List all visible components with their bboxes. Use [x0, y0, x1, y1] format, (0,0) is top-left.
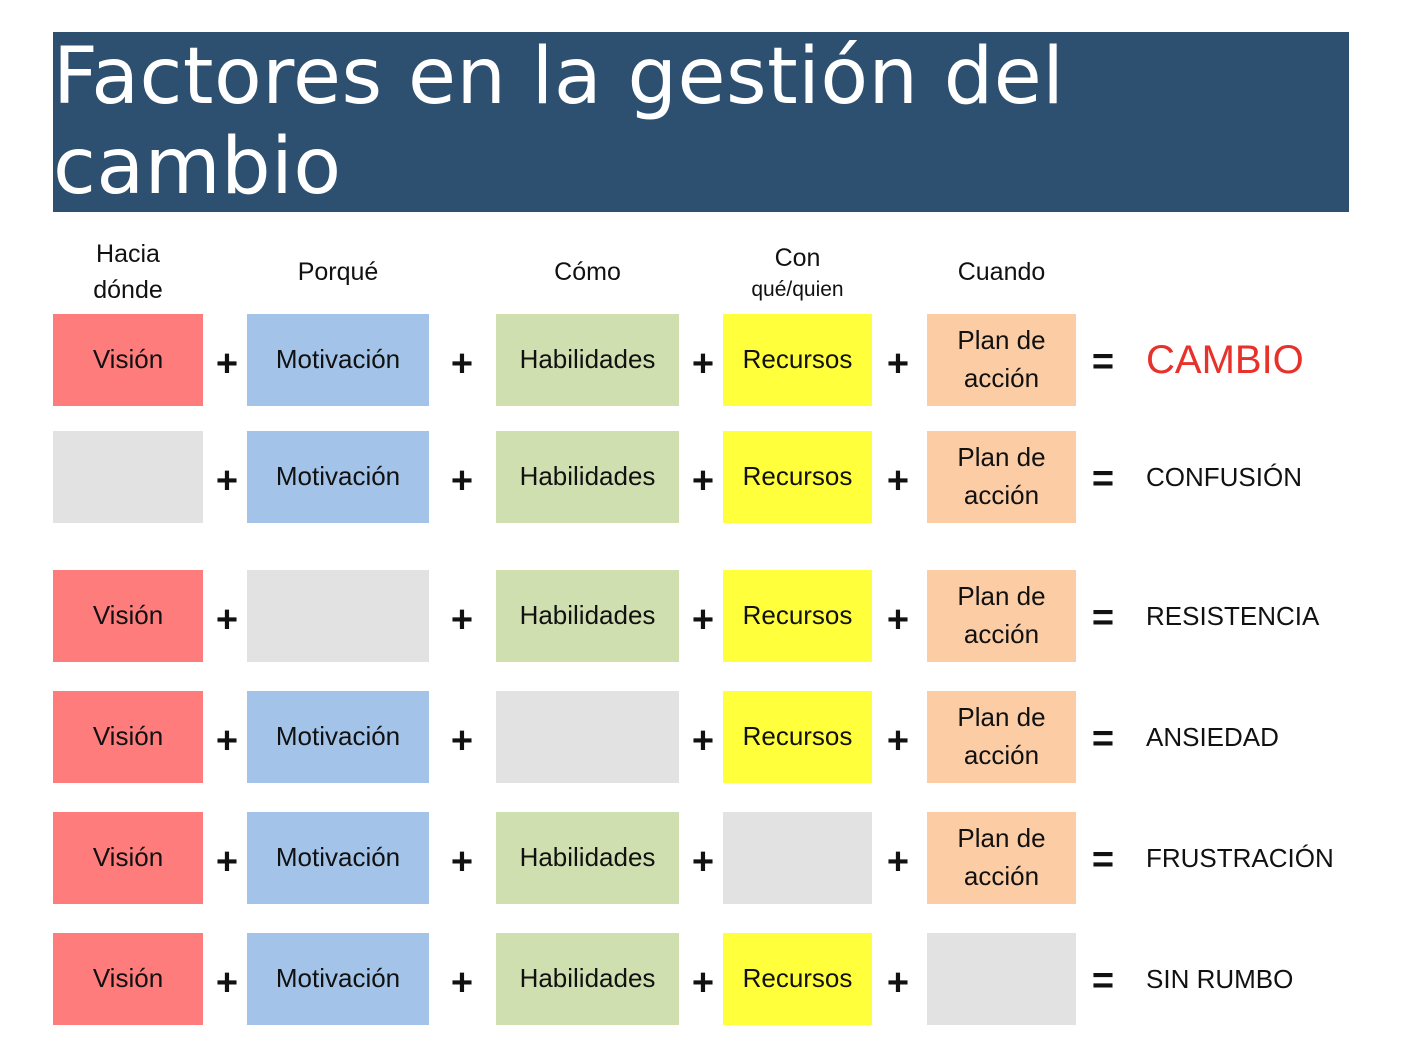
factor-label: Habilidades	[519, 842, 656, 873]
equals-sign: =	[1091, 596, 1115, 639]
factor-label: Plan de acción	[957, 442, 1046, 510]
column-header-line: Cómo	[554, 257, 621, 286]
column-header-4	[723, 236, 872, 308]
factor-box	[247, 431, 429, 523]
plus-sign: +	[691, 840, 715, 883]
plus-sign: +	[215, 459, 239, 502]
factor-box	[723, 691, 872, 783]
factor-box	[53, 691, 203, 783]
factor-label: Motivación	[275, 842, 401, 873]
plus-sign: +	[886, 459, 910, 502]
missing-factor-box	[723, 812, 872, 904]
plus-sign: +	[450, 719, 474, 762]
factor-box	[496, 933, 679, 1025]
plus-sign: +	[886, 598, 910, 641]
plus-sign: +	[450, 961, 474, 1004]
equals-sign: =	[1091, 959, 1115, 1002]
factor-label: Habilidades	[519, 344, 656, 375]
plus-sign: +	[450, 598, 474, 641]
factor-label: Recursos	[742, 600, 853, 631]
missing-factor-box	[53, 431, 203, 523]
column-header-1	[53, 236, 203, 308]
factor-label: Motivación	[275, 344, 401, 375]
equals-sign: =	[1091, 457, 1115, 500]
factor-box	[927, 314, 1076, 406]
result-label: ANSIEDAD	[1146, 721, 1279, 752]
result-label: CAMBIO	[1146, 337, 1304, 382]
result-label: FRUSTRACIÓN	[1146, 842, 1334, 873]
factor-label: Plan de acción	[957, 581, 1046, 649]
page-title: Factores en la gestión del cambio	[53, 32, 1065, 212]
factor-label: Motivación	[275, 963, 401, 994]
result-label: RESISTENCIA	[1146, 600, 1320, 631]
column-header-subline: dónde	[93, 276, 163, 304]
plus-sign: +	[450, 459, 474, 502]
missing-factor-box	[927, 933, 1076, 1025]
plus-sign: +	[886, 719, 910, 762]
factor-label: Habilidades	[519, 600, 656, 631]
factor-label: Visión	[92, 600, 164, 631]
plus-sign: +	[215, 719, 239, 762]
factor-label: Plan de acción	[957, 823, 1046, 891]
factor-box	[496, 314, 679, 406]
factor-box	[53, 314, 203, 406]
factor-box	[723, 431, 872, 523]
factor-box	[723, 314, 872, 406]
factor-box	[247, 933, 429, 1025]
plus-sign: +	[691, 598, 715, 641]
equals-sign: =	[1091, 717, 1115, 760]
factor-box	[927, 812, 1076, 904]
factor-box	[496, 570, 679, 662]
factor-box	[53, 812, 203, 904]
column-header-line: Hacia	[96, 239, 160, 268]
column-header-5	[927, 236, 1076, 308]
plus-sign: +	[691, 961, 715, 1004]
column-header-2	[247, 236, 429, 308]
result-label: CONFUSIÓN	[1146, 461, 1302, 492]
column-header-subline: qué/quien	[751, 278, 844, 302]
factor-box	[247, 812, 429, 904]
plus-sign: +	[450, 342, 474, 385]
factor-label: Motivación	[275, 461, 401, 492]
factor-label: Recursos	[742, 461, 853, 492]
plus-sign: +	[215, 961, 239, 1004]
factor-label: Motivación	[275, 721, 401, 752]
factor-box	[723, 570, 872, 662]
factor-label: Recursos	[742, 344, 853, 375]
column-header-line: Cuando	[957, 257, 1046, 286]
plus-sign: +	[691, 459, 715, 502]
factor-label: Recursos	[742, 963, 853, 994]
factor-label: Visión	[92, 842, 164, 873]
plus-sign: +	[215, 342, 239, 385]
missing-factor-box	[496, 691, 679, 783]
missing-factor-box	[247, 570, 429, 662]
plus-sign: +	[691, 342, 715, 385]
factor-label: Visión	[92, 963, 164, 994]
factor-box	[927, 691, 1076, 783]
title-banner	[53, 32, 1349, 212]
factor-label: Habilidades	[519, 461, 656, 492]
column-header-line: Porqué	[297, 257, 379, 286]
column-header-line: Con	[774, 244, 821, 273]
plus-sign: +	[886, 840, 910, 883]
plus-sign: +	[215, 840, 239, 883]
factor-box	[247, 691, 429, 783]
factor-box	[723, 933, 872, 1025]
plus-sign: +	[886, 961, 910, 1004]
column-header-3	[496, 236, 679, 308]
factor-box	[53, 933, 203, 1025]
plus-sign: +	[691, 719, 715, 762]
factor-label: Plan de acción	[957, 702, 1046, 770]
factor-box	[496, 812, 679, 904]
factor-box	[496, 431, 679, 523]
plus-sign: +	[215, 598, 239, 641]
plus-sign: +	[450, 840, 474, 883]
factor-label: Visión	[92, 721, 164, 752]
factor-box	[53, 570, 203, 662]
factor-box	[247, 314, 429, 406]
factor-box	[927, 570, 1076, 662]
factor-label: Visión	[92, 344, 164, 375]
factor-box	[927, 431, 1076, 523]
equals-sign: =	[1091, 340, 1115, 383]
plus-sign: +	[886, 342, 910, 385]
equals-sign: =	[1091, 838, 1115, 881]
factor-label: Plan de acción	[957, 325, 1046, 393]
result-label: SIN RUMBO	[1146, 963, 1294, 994]
factor-label: Habilidades	[519, 963, 656, 994]
factor-label: Recursos	[742, 721, 853, 752]
